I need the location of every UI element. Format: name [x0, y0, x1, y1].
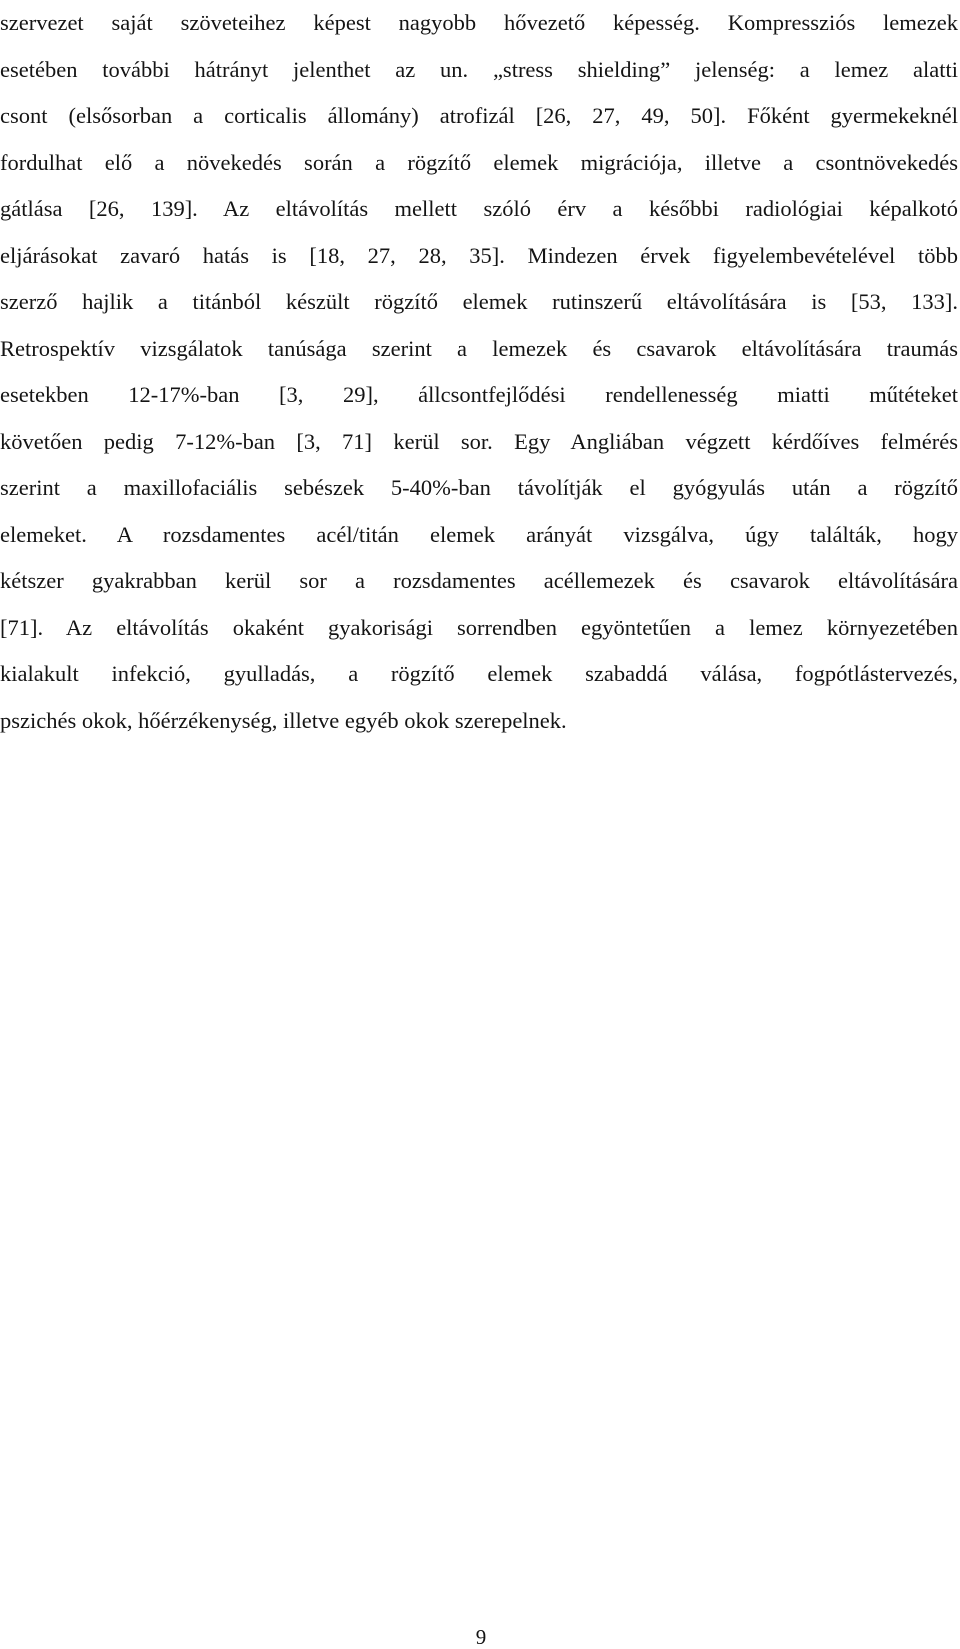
paragraph-line: szerint a maxillofaciális sebészek 5-40%-ban távolítják el gyógyulás után a rögzítő [0, 475, 958, 500]
paragraph-line: csont (elsősorban a corticalis állomány) atrofizál [26, 27, 49, 50]. Főként gyermekeknél [0, 103, 958, 128]
paragraph-line: esetekben 12-17%-ban [3, 29], állcsontfejlődési rendellenesség miatti műtéteket [0, 382, 958, 407]
paragraph-line: szerző hajlik a titánból készült rögzítő elemek rutinszerű eltávolítására is [53, 133]. [0, 289, 958, 314]
paragraph-line: fordulhat elő a növekedés során a rögzítő elemek migrációja, illetve a csontnövekedés [0, 149, 958, 175]
paragraph-line-last: pszichés okok, hőérzékenység, illetve egyéb okok szerepelnek. [0, 707, 567, 733]
paragraph-line: követően pedig 7-12%-ban [3, 71] kerül sor. Egy Angliában végzett kérdőíves felmérés [0, 428, 958, 454]
paragraph-line: elemeket. A rozsdamentes acél/titán elemek arányát vizsgálva, úgy találták, hogy [0, 521, 958, 547]
body-paragraph [0, 0, 958, 744]
paragraph-line: eljárásokat zavaró hatás is [18, 27, 28, 35]. Mindezen érvek figyelembevételével több [0, 242, 958, 268]
paragraph-line: szervezet saját szöveteihez képest nagyobb hővezető képesség. Kompressziós lemezek [0, 10, 958, 35]
paragraph-line: kialakult infekció, gyulladás, a rögzítő elemek szabaddá válása, fogpótlástervezés, [0, 661, 958, 686]
paragraph-line: Retrospektív vizsgálatok tanúsága szerint a lemezek és csavarok eltávolítására traumás [0, 335, 958, 361]
paragraph-line: kétszer gyakrabban kerül sor a rozsdamentes acéllemezek és csavarok eltávolítására [0, 568, 958, 593]
page-number: 9 [475, 1625, 487, 1649]
paragraph-line: gátlása [26, 139]. Az eltávolítás mellett szóló érv a későbbi radiológiai képalkotó [0, 196, 958, 221]
paragraph-line: [71]. Az eltávolítás okaként gyakorisági sorrendben egyöntetűen a lemez környezetében [0, 614, 958, 640]
paragraph-line: esetében további hátrányt jelenthet az un. „stress shielding” jelenség: a lemez alatti [0, 56, 958, 82]
